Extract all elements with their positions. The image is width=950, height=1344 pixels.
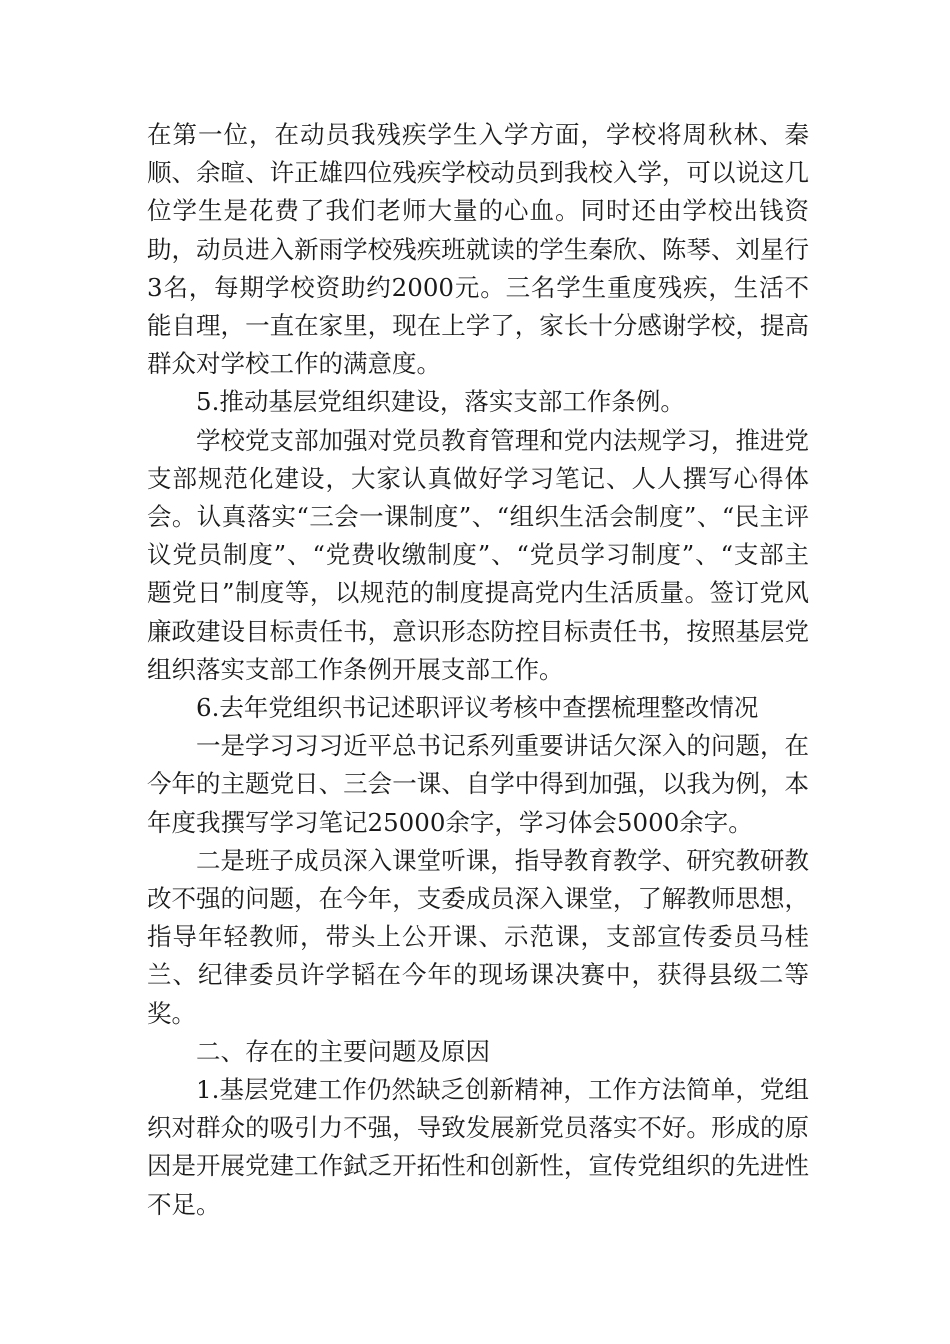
paragraph-continuation: 在第一位，在动员我残疾学生入学方面，学校将周秋林、秦顺、余暄、许正雄四位残疾学校动员到我校入学，可以说这几位学生是花费了我们老师大量的心血。同时还由学校出钱资助，动员进入新雨学校残疾班就读的学生秦欣、陈琴、刘星行3名，每期学校资助约2000元。三名学生重度残疾，生活不能自理，一直在家里，现在上学了，家长十分感谢学校，提高群众对学校工作的满意度。 (147, 120, 809, 379)
paragraph: 一是学习习习近平总书记系列重要讲话欠深入的问题，在今年的主题党日、三会一课、自学中得到加强，以我为例，本年度我撰写学习笔记25000余字，学习体会5000余字。 (147, 731, 809, 837)
paragraph: 学校党支部加强对党员教育管理和党内法规学习，推进党支部规范化建设，大家认真做好学习笔记、人人撰写心得体会。认真落实“三会一课制度”、“组织生活会制度”、“民主评议党员制度”、“党费收缴制度”、“党员学习制度”、“支部主题党日”制度等，以规范的制度提高党内生活质量。签订党风廉政建设目标责任书，意识形态防控目标责任书，按照基层党组织落实支部工作条例开展支部工作。 (147, 425, 809, 684)
paragraph: 二是班子成员深入课堂听课，指导教育教学、研究教研教改不强的问题，在今年，支委成员深入课堂，了解教师思想，指导年轻教师，带头上公开课、示范课，支部宣传委员马桂兰、纪律委员许学韬在今年的现场课决赛中，获得县级二等奖。 (147, 845, 809, 1028)
paragraph-heading-5: 5.推动基层党组织建设，落实支部工作条例。 (196, 387, 685, 417)
paragraph-heading-6: 6.去年党组织书记述职评议考核中查摆梳理整改情况 (196, 693, 759, 723)
document-body (147, 116, 809, 1224)
section-heading: 二、存在的主要问题及原因 (196, 1036, 490, 1066)
paragraph: 1.基层党建工作仍然缺乏创新精神，工作方法简单，党组织对群众的吸引力不强，导致发展新党员落实不好。形成的原因是开展党建工作鉽乏开拓性和创新性，宣传党组织的先进性不足。 (147, 1075, 809, 1219)
